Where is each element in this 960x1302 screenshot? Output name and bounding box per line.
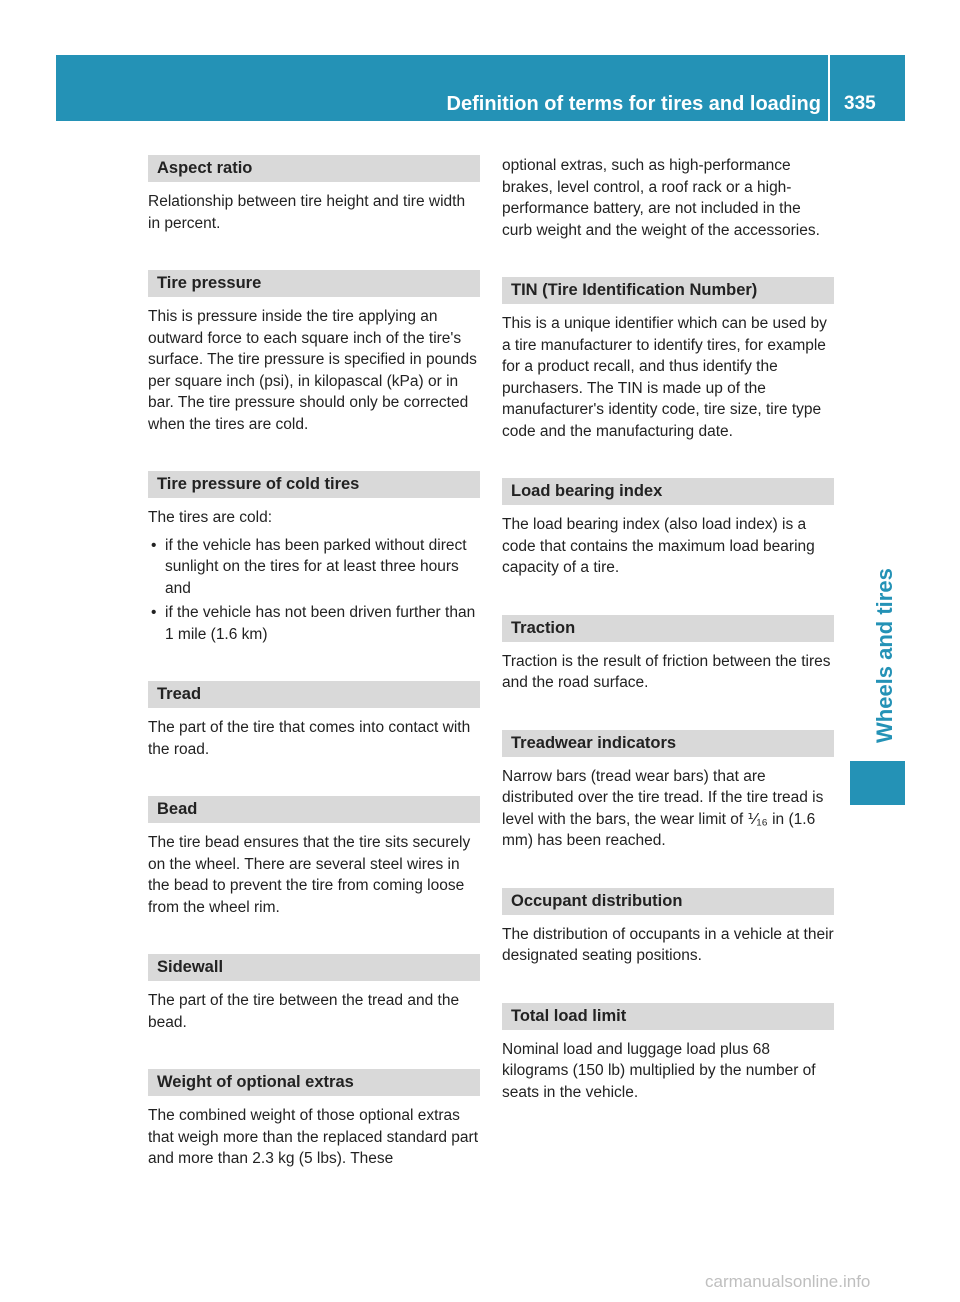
section-tire-pressure-cold [148, 471, 480, 645]
section-heading: Aspect ratio [148, 155, 480, 182]
section-heading: Total load limit [502, 1003, 834, 1030]
left-column [148, 155, 480, 1206]
section-heading: Load bearing index [502, 478, 834, 505]
section-heading: Weight of optional extras [148, 1069, 480, 1096]
section-body: The distribution of occupants in a vehicle at their designated seating positions. [502, 925, 834, 964]
section-aspect-ratio [148, 155, 480, 234]
side-tab-marker [850, 761, 905, 805]
section-load-bearing-index [502, 478, 834, 579]
section-body: The tires are cold: [148, 509, 273, 526]
section-heading: Tire pressure [148, 270, 480, 297]
section-heading: Traction [502, 615, 834, 642]
section-body: The part of the tire that comes into contact with the road. [148, 719, 471, 758]
section-body: The tire bead ensures that the tire sits securely on the wheel. There are several steel wires in the bead to prevent the tire from coming loose from the wheel rim. [148, 834, 471, 916]
section-occupant-distribution [502, 888, 834, 967]
header-divider [828, 55, 830, 121]
page-number: 335 [844, 93, 876, 114]
continuation-text: optional extras, such as high-performance brakes, level control, a roof rack or a high-performance battery, are not included in the curb weight and the weight of the accessories. [502, 157, 820, 239]
section-body: Narrow bars (tread wear bars) that are distributed over the tire tread. If the tire tread is level with the bars, the wear limit of ⅟₁₆ in (1.6 mm) has been reached. [502, 767, 824, 849]
side-tab-label: Wheels and tires [872, 568, 897, 743]
section-heading: Tread [148, 681, 480, 708]
bullet-list [148, 535, 480, 646]
section-total-load-limit [502, 1003, 834, 1104]
section-traction [502, 615, 834, 694]
section-body: Nominal load and luggage load plus 68 kilograms (150 lb) multiplied by the number of seats in the vehicle. [502, 1040, 816, 1101]
right-column [502, 155, 834, 1139]
section-heading: TIN (Tire Identification Number) [502, 277, 834, 304]
section-bead [148, 796, 480, 918]
header-title: Definition of terms for tires and loading [446, 93, 821, 115]
section-tin [502, 277, 834, 442]
section-tread [148, 681, 480, 760]
page-header [56, 55, 905, 121]
section-body: The part of the tire between the tread and the bead. [148, 992, 460, 1031]
section-sidewall [148, 954, 480, 1033]
bullet-item: • if the vehicle has been parked without direct sunlight on the tires for at least three hours and [148, 535, 480, 600]
section-heading: Tire pressure of cold tires [148, 471, 480, 498]
section-body: The combined weight of those optional extras that weigh more than the replaced standard part and more than 2.3 kg (5 lbs). These [148, 1107, 479, 1167]
section-body: The load bearing index (also load index) is a code that contains the maximum load bearing capacity of a tire. [502, 516, 815, 576]
section-heading: Sidewall [148, 954, 480, 981]
section-body: This is pressure inside the tire applying an outward force to each square inch of the tire's surface. The tire pressure is specified in pounds per square inch (psi), in kilopascal (kPa) or in bar. The tire pressure should only be corrected when the tires are cold. [148, 308, 477, 433]
bullet-item: • if the vehicle has not been driven further than 1 mile (1.6 km) [148, 602, 480, 645]
section-body: Traction is the result of friction between the tires and the road surface. [502, 652, 831, 691]
section-tire-pressure [148, 270, 480, 435]
section-heading: Treadwear indicators [502, 730, 834, 757]
watermark: carmanualsonline.info [705, 1272, 871, 1291]
section-treadwear-indicators [502, 730, 834, 852]
section-body: This is a unique identifier which can be used by a tire manufacturer to identify tires, for example for a product recall, and thus identify the purchasers. The TIN is made up of the manufacturer's identity code, tire size, tire type code and the manufacturing date. [502, 315, 827, 440]
section-heading: Bead [148, 796, 480, 823]
section-weight-optional-extras [148, 1069, 480, 1170]
section-heading: Occupant distribution [502, 888, 834, 915]
section-body: Relationship between tire height and tire width in percent. [148, 193, 466, 232]
